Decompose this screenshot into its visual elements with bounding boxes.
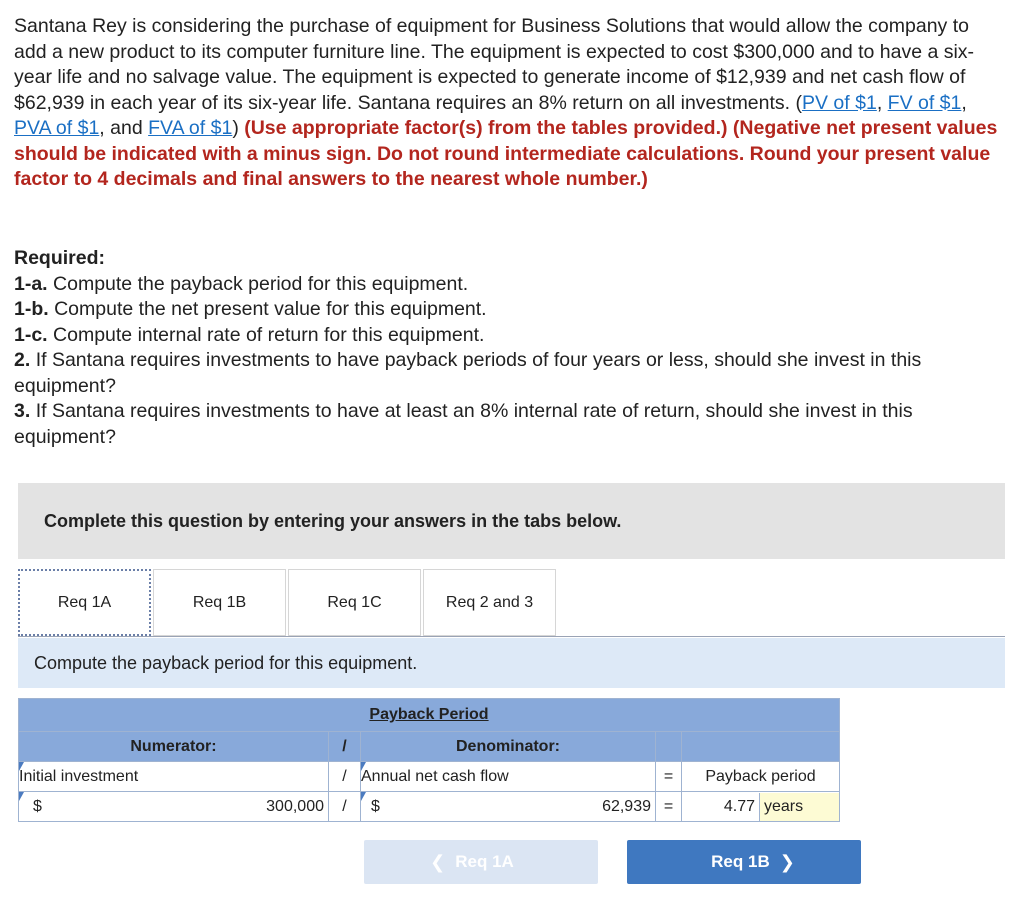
numerator-value-input[interactable]: $ 300,000 [19,792,329,822]
tab-req-2-and-3[interactable]: Req 2 and 3 [423,569,556,636]
fva-table-link[interactable]: FVA of $1 [148,117,233,139]
prev-button[interactable]: ❮ Req 1A [364,840,598,884]
problem-statement: Santana Rey is considering the purchase of equipment for Business Solutions that would allow the company to add a new product to its computer furniture line. The equipment is expected to cost $300,000 and to have a six-year life and no salvage value. The equipment is expected to generate income of $12,939 and net cash flow of $62,939 in each year of its six-year life. Santana requires an 8% return on all investments. (PV of $1, FV of $1, PVA of $1, and FVA of $1) (Use appropriate factor(s) from the tables provided.) (Negative net present values should be indicated with a minus sign. Do not round intermediate calculations. Round your present value factor to 4 decimals and final answers to the nearest whole number.) [14,15,998,190]
equals-header-empty [656,732,682,762]
numerator-header: Numerator: [19,732,329,762]
required-item: 1-a. Compute the payback period for this equipment. [14,272,469,295]
tab-divider [18,636,1005,637]
required-item: 1-c. Compute internal rate of return for this equipment. [14,323,485,346]
chevron-left-icon: ❮ [430,851,446,872]
required-item: 2. If Santana requires investments to have payback periods of four years or less, should she invest in this equipment? [14,349,922,397]
instructions-banner: Complete this question by entering your answers in the tabs below. [18,483,1005,559]
required-item: 3. If Santana requires investments to have at least an 8% internal rate of return, should she invest in this equipment? [14,400,913,448]
tab-req-1a[interactable]: Req 1A [18,569,151,636]
equals-sign: = [656,762,682,792]
and-word: and [110,117,143,139]
payback-result: 4.77 [682,793,760,821]
result-header-empty [682,732,840,762]
chevron-right-icon: ❯ [779,851,795,872]
tab-instruction: Compute the payback period for this equipment. [18,638,1005,688]
tab-req-1b[interactable]: Req 1B [153,569,286,636]
result-cell [682,792,840,822]
denominator-value-input[interactable]: $ 62,939 [361,792,656,822]
problem-intro: Santana Rey is considering the purchase of equipment for Business Solutions that would allow the company to add a new product to its computer furniture line. The equipment is expected to cost $300,000 and to have a six-year life and no salvage value. The equipment is expected to generate income of $12,939 and net cash flow of $62,939 in each year of its six-year life. Santana requires an 8% return on all investments. ( [14,15,975,114]
equals-sign: = [656,792,682,822]
tab-bar [18,569,558,637]
tab-req-1c[interactable]: Req 1C [288,569,421,636]
denominator-header: Denominator: [361,732,656,762]
table-title: Payback Period [19,699,840,732]
problem-warning: (Use appropriate factor(s) from the tables provided.) (Negative net present values should be indicated with a minus sign. Do not round intermediate calculations. Round your present value factor to 4 decimals and final answers to the nearest whole number.) [14,117,998,190]
required-item: 1-b. Compute the net present value for this equipment. [14,298,487,320]
pva-table-link[interactable]: PVA of $1 [14,117,100,139]
fv-table-link[interactable]: FV of $1 [887,91,962,114]
required-section [14,246,1006,450]
numerator-name-input[interactable]: Initial investment [19,762,329,792]
payback-period-table [18,698,840,822]
pv-table-link[interactable]: PV of $1 [802,91,877,114]
result-unit: years [760,793,839,821]
divide-header: / [329,732,361,762]
next-button[interactable]: Req 1B ❯ [627,840,861,884]
denominator-name-input[interactable]: Annual net cash flow [361,762,656,792]
divide-sign: / [329,762,361,792]
required-heading: Required: [14,247,106,269]
result-name: Payback period [682,762,840,792]
divide-sign: / [329,792,361,822]
